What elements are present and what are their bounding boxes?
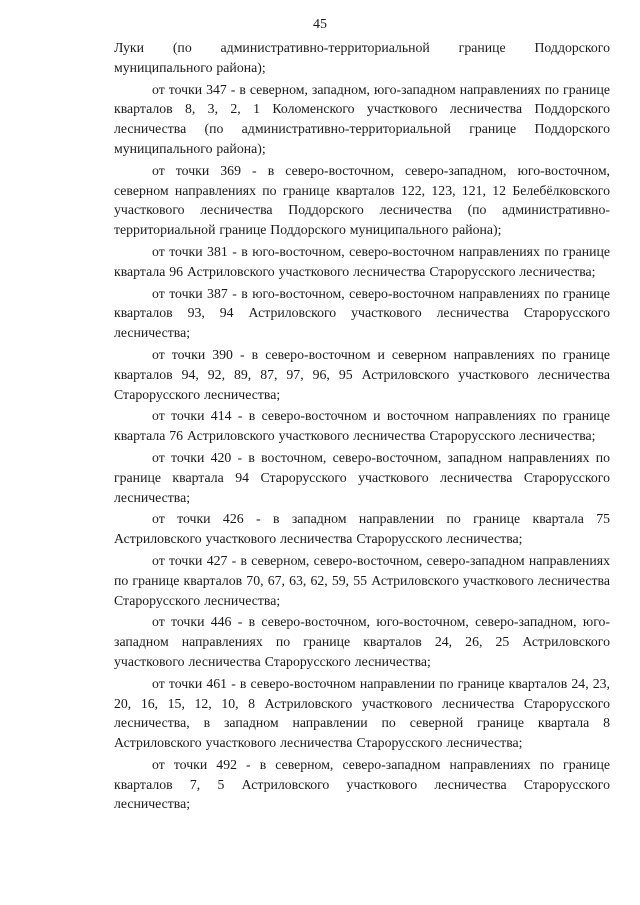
paragraph-point-390: от точки 390 - в северо-восточном и северном направлениях по границе кварталов 94, 92, 89, 87, 97, 96, 95 Астриловского участкового лесничества Старорусского лесничества;	[114, 346, 610, 402]
paragraph-continuation: Луки (по административно-территориальной границе Поддорского муниципального района);	[114, 40, 610, 75]
paragraph-point-381: от точки 381 - в юго-восточном, северо-восточном направлениях по границе квартала 96 Астриловского участкового лесничества Старорусского лесничества;	[114, 243, 610, 279]
paragraph-point-369: от точки 369 - в северо-восточном, северо-западном, юго-восточном, северном направлениях по границе кварталов 122, 123, 121, 12 Белебёлковского участкового лесничества Поддорского лесничества (по административно-территориальной границе Поддорского муниципального района);	[114, 162, 610, 238]
paragraph-point-414: от точки 414 - в северо-восточном и восточном направлениях по границе квартала 76 Астриловского участкового лесничества Старорусского лесничества;	[114, 408, 610, 444]
paragraph-point-492: от точки 492 - в северном, северо-западном направлениях по границе кварталов 7, 5 Астриловского участкового лесничества Старорусского лесничества;	[114, 756, 610, 812]
document-body	[114, 38, 610, 816]
paragraph-point-387: от точки 387 - в юго-восточном, северо-восточном направлениях по границе кварталов 93, 94 Астриловского участкового лесничества Старорусского лесничества;	[114, 285, 610, 341]
paragraph-point-446: от точки 446 - в северо-восточном, юго-восточном, северо-западном, юго-западном направлениях по границе кварталов 24, 26, 25 Астриловского участкового лесничества Старорусского лесничества;	[114, 614, 610, 669]
paragraph-point-427: от точки 427 - в северном, северо-восточном, северо-западном направлениях по границе кварталов 70, 67, 63, 62, 59, 55 Астриловского участкового лесничества Старорусского лесничества;	[114, 552, 610, 608]
paragraph-point-426: от точки 426 - в западном направлении по границе квартала 75 Астриловского участкового лесничества Старорусского лесничества;	[114, 511, 610, 547]
page-number: 45	[313, 17, 327, 32]
paragraph-point-347: от точки 347 - в северном, западном, юго-западном направлениях по границе кварталов 8, 3, 2, 1 Коломенского участкового лесничества Поддорского лесничества (по административно-территориальной границе Поддорского муниципального района);	[114, 81, 610, 156]
paragraph-point-461: от точки 461 - в северо-восточном направлении по границе кварталов 24, 23, 20, 16, 15, 12, 10, 8 Астриловского участкового лесничества Старорусского лесничества, в западном направлении по северной границе квартала 8 Астриловского участкового лесничества Старорусского лесничества;	[114, 675, 610, 751]
paragraph-point-420: от точки 420 - в восточном, северо-восточном, западном направлениях по границе квартала 94 Старорусского участкового лесничества Старорусского лесничества;	[114, 449, 610, 505]
